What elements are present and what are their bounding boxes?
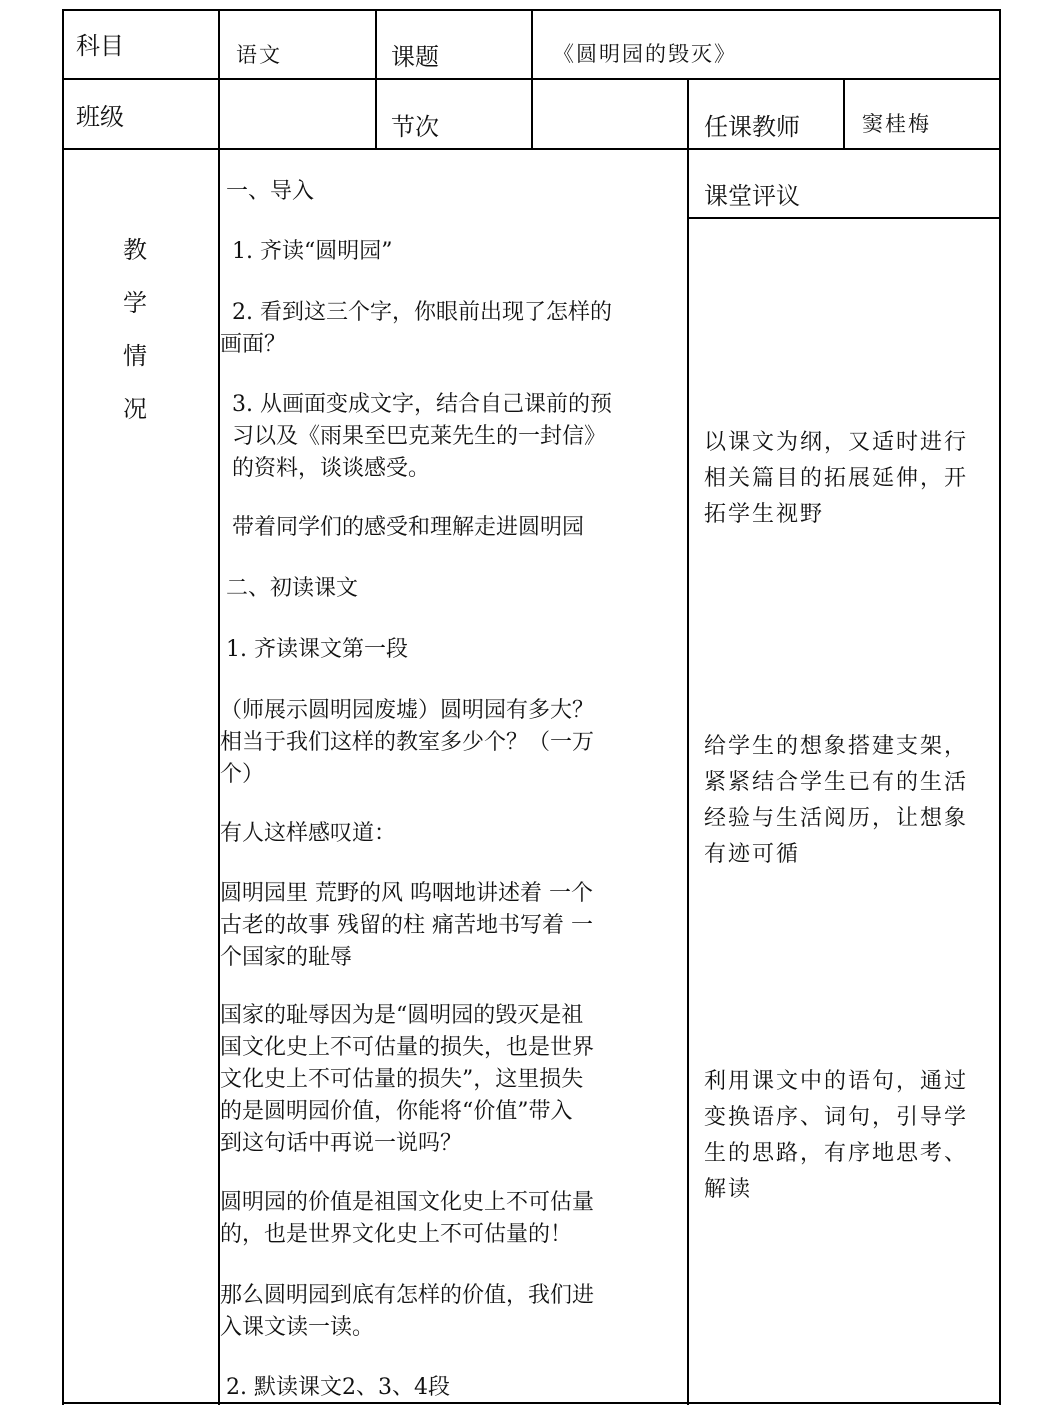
table-border-bottom	[62, 1402, 1001, 1404]
step-3-feelings: 3. 从画面变成文字，结合自己课前的预 习以及《雨果至巴克莱先生的一封信》 的资料，谈谈感受。	[232, 392, 612, 481]
class-label: 班级	[76, 103, 124, 131]
section-label-char: 况	[123, 395, 147, 423]
col-divider-d	[687, 78, 689, 1405]
poem-quote: 圆明园里 荒野的风 呜咽地讲述着 一个 古老的故事 残留的柱 痛苦地书写着 一 个国家的耻辱	[220, 881, 593, 970]
section-label-char: 情	[123, 342, 147, 370]
col-divider-e	[843, 78, 845, 150]
section-heading-intro: 一、导入	[226, 179, 315, 204]
step-2-question: 2. 看到这三个字，你眼前出现了怎样的 画面？	[220, 300, 612, 357]
teacher-value: 窦桂梅	[862, 112, 931, 136]
step-2-silent-reading: 2. 默读课文2、3、4段	[226, 1375, 450, 1400]
ruins-question: （师展示圆明园废墟）圆明园有多大？ 相当于我们这样的教室多少个？（一万 个）	[220, 698, 595, 787]
col-divider-c	[531, 9, 533, 150]
read-invitation: 那么圆明园到底有怎样的价值，我们进 入课文读一读。	[220, 1283, 595, 1340]
topic-value: 《圆明园的毁灭》	[553, 42, 737, 66]
section-label-vertical	[118, 232, 152, 444]
teacher-label: 任课教师	[704, 113, 800, 141]
section-label-char: 学	[123, 289, 147, 317]
comment-heading-divider	[687, 217, 1001, 219]
subject-value: 语文	[236, 43, 282, 67]
topic-label: 课题	[391, 43, 439, 71]
section-label-char: 教	[123, 236, 147, 264]
table-border-left	[62, 9, 64, 1405]
section-heading-first-reading: 二、初读课文	[226, 576, 359, 601]
sigh-intro: 有人这样感叹道：	[220, 821, 397, 846]
step-1-read-paragraph: 1. 齐读课文第一段	[226, 637, 408, 662]
comment-1: 以课文为纲，又适时进行 相关篇目的拓展延伸，开 拓学生视野	[704, 430, 969, 527]
value-statement: 圆明园的价值是祖国文化史上不可估量 的，也是世界文化史上不可估量的！	[220, 1190, 595, 1247]
value-paragraph: 国家的耻辱因为是“圆明园的毁灭是祖 国文化史上不可估量的损失，也是世界 文化史上不可估量的损失”，这里损失 的是圆明园价值，你能将“价值”带入 到这句话中再说一说吗？	[220, 1003, 595, 1156]
step-1-read-title: 1. 齐读“圆明园”	[232, 239, 393, 264]
transition-text: 带着同学们的感受和理解走进圆明园	[232, 515, 585, 540]
comments-heading: 课堂评议	[704, 182, 800, 210]
subject-label: 科目	[76, 32, 124, 60]
col-divider-b	[375, 9, 377, 150]
comment-3: 利用课文中的语句，通过 变换语序、词句，引导学 生的思路，有序地思考、 解读	[704, 1069, 969, 1202]
session-label: 节次	[391, 113, 439, 141]
comment-2: 给学生的想象搭建支架， 紧紧结合学生已有的生活 经验与生活阅历，让想象 有迹可循	[704, 734, 969, 867]
